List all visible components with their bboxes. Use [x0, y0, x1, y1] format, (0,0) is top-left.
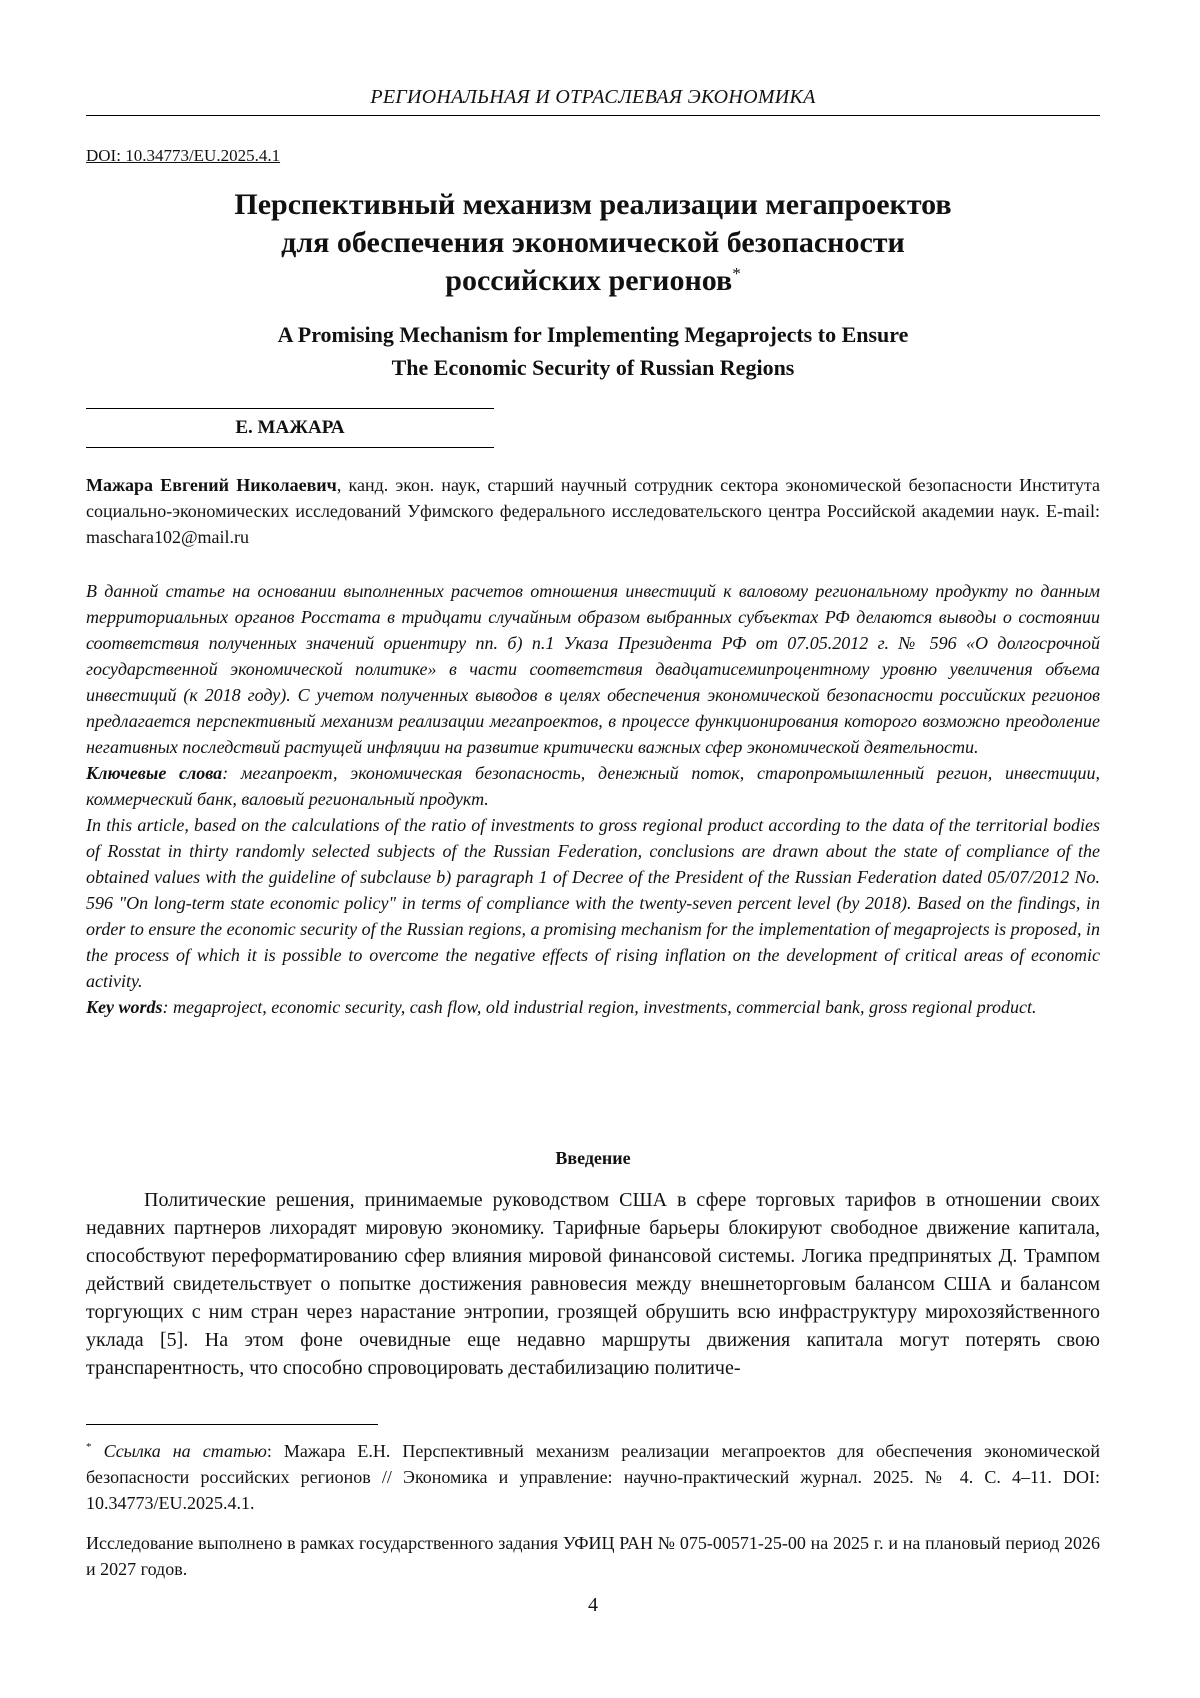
header-rule	[86, 115, 1100, 116]
keywords-en	[86, 994, 1100, 1020]
affiliation-text: , канд. экон. наук, старший научный сотрудник сектора экономической безопасности Института социально-экономических исследований Уфимского федерального исследовательского центра Российской академии наук. E-mail: maschara102@mail.ru	[86, 475, 1100, 547]
abstract-ru: В данной статье на основании выполненных расчетов отношения инвестиций к валовому региональному продукту по данным территориальных органов Росстата в тридцати случайным образом выбранных субъектах РФ делаются выводы о состоянии соответствия полученных значений ориентиру пп. б) п.1 Указа Президента РФ от 07.05.2012 г. № 596 «О долгосрочной государственной экономической политике» в части соответствия двадцатисемипроцентному уровню увеличения объема инвестиций (к 2018 году). С учетом полученных выводов в целях обеспечения экономической безопасности российских регионов предлагается перспективный механизм реализации мегапроектов, в процессе функционирования которого возможно преодоление негативных последствий растущей инфляции на развитие критически важных сфер экономической деятельности.	[86, 578, 1100, 760]
title-en-line-2: The Economic Security of Russian Regions	[86, 351, 1100, 384]
author-affiliation	[86, 472, 1100, 550]
doi-link[interactable]: DOI: 10.34773/EU.2025.4.1	[86, 146, 280, 166]
footnote-label: Ссылка на статью	[104, 1441, 267, 1461]
citation-footnote	[86, 1438, 1100, 1516]
keywords-ru-label: Ключевые слова	[86, 763, 222, 783]
author-full-name: Мажара Евгений Николаевич	[86, 475, 337, 495]
abstract-en: In this article, based on the calculations of the ratio of investments to gross regional product according to the data of the territorial bodies of Rosstat in thirty randomly selected subjects of the Russian Federation, conclusions are drawn about the state of compliance of the obtained values with the guideline of subclause b) paragraph 1 of Decree of the President of the Russian Federation dated 05/07/2012 No. 596 "On long-term state economic policy" in terms of compliance with the twenty-seven percent level (by 2018). Based on the findings, in order to ensure the economic security of the Russian regions, a promising mechanism for the implementation of megaprojects is proposed, in the process of which it is possible to overcome the negative effects of rising inflation on the development of critical areas of economic activity.	[86, 812, 1100, 994]
title-ru-line-2: для обеспечения экономической безопасности	[86, 224, 1100, 262]
running-head: РЕГИОНАЛЬНАЯ И ОТРАСЛЕВАЯ ЭКОНОМИКА	[86, 86, 1100, 109]
title-ru-line-3: российских регионов	[445, 264, 732, 297]
author-byline	[86, 408, 494, 448]
title-english	[86, 318, 1100, 384]
page-number: 4	[86, 1594, 1100, 1617]
keywords-en-label: Key words	[86, 997, 163, 1017]
footnote-mark: *	[86, 1441, 92, 1453]
title-en-line-1: A Promising Mechanism for Implementing Megaprojects to Ensure	[86, 318, 1100, 351]
funding-note: Исследование выполнено в рамках государственного задания УФИЦ РАН № 075-00571-25-00 на 2025 г. и на плановый период 2026 и 2027 годов.	[86, 1530, 1100, 1582]
footnote-rule	[86, 1424, 378, 1425]
article-page	[0, 0, 1200, 1698]
abstract-block	[86, 578, 1100, 1020]
section-heading-introduction: Введение	[86, 1148, 1100, 1169]
title-footnote-mark: *	[732, 264, 741, 283]
title-russian	[86, 186, 1100, 300]
keywords-ru-text: : мегапроект, экономическая безопасность, денежный поток, старопромышленный регион, инвестиции, коммерческий банк, валовый региональный продукт.	[86, 763, 1100, 809]
author-short-name: Е. МАЖАРА	[235, 417, 344, 439]
title-ru-line-1: Перспективный механизм реализации мегапроектов	[86, 186, 1100, 224]
keywords-ru	[86, 760, 1100, 812]
keywords-en-text: : megaproject, economic security, cash flow, old industrial region, investments, commercial bank, gross regional product.	[163, 997, 1037, 1017]
introduction-paragraph: Политические решения, принимаемые руководством США в сфере торговых тарифов в отношении своих недавних партнеров лихорадят мировую экономику. Тарифные барьеры блокируют свободное движение капитала, способствуют переформатированию сфер влияния мировой финансовой системы. Логика предпринятых Д. Трампом действий свидетельствует о попытке достижения равновесия между внешнеторговым балансом США и балансом торгующих с ним стран через нарастание энтропии, грозящей обрушить всю инфраструктуру мирохозяйственного уклада [5]. На этом фоне очевидные еще недавно маршруты движения капитала могут потерять свою транспарентность, что способно спровоцировать дестабилизацию политиче-	[86, 1186, 1100, 1382]
title-ru-line-3-wrap	[86, 262, 1100, 300]
footnote-text: : Мажара Е.Н. Перспективный механизм реализации мегапроектов для обеспечения экономической безопасности российских регионов // Экономика и управление: научно-практический журнал. 2025. № 4. С. 4–11. DOI: 10.34773/EU.2025.4.1.	[86, 1441, 1100, 1513]
